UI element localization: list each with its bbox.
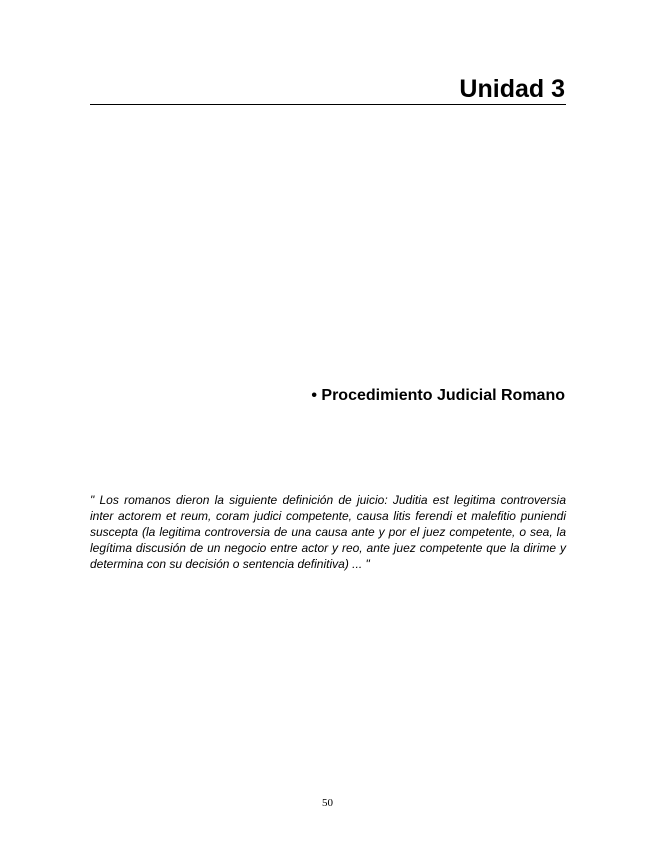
- section-heading: • Procedimiento Judicial Romano: [311, 387, 565, 404]
- unit-title: Unidad 3: [459, 75, 565, 103]
- title-divider: [90, 104, 566, 105]
- page-number: 50: [322, 797, 333, 809]
- quote-paragraph: " Los romanos dieron la siguiente definición de juicio: Juditia est legitima controversia inter actorem et reum, coram judici competente, causa litis ferendi et malefitio puniendi suscepta (la legitima controversia de una causa ante y por el juez competente, o sea, la legítima discusión de un negocio entre actor y reo, ante juez competente que la dirime y determina con su decisión o sentencia definitiva) ... ": [90, 493, 566, 571]
